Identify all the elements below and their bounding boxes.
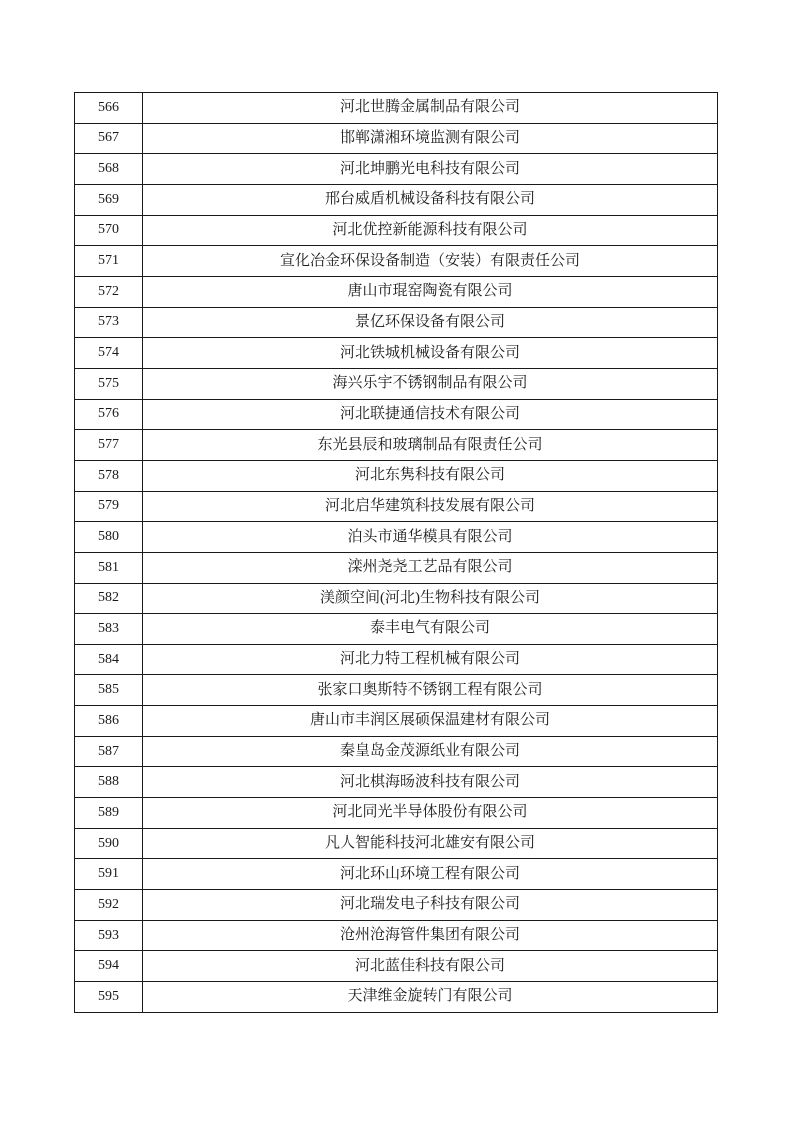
company-name: 唐山市丰润区展硕保温建材有限公司: [143, 706, 718, 737]
company-name: 宣化冶金环保设备制造（安装）有限责任公司: [143, 246, 718, 277]
row-number: 585: [75, 675, 143, 706]
row-number: 591: [75, 859, 143, 890]
table-row: [75, 675, 718, 706]
table-row: [75, 430, 718, 461]
company-name: 河北世腾金属制品有限公司: [143, 93, 718, 124]
table-row: [75, 215, 718, 246]
company-name: 秦皇岛金茂源纸业有限公司: [143, 736, 718, 767]
company-name: 河北力特工程机械有限公司: [143, 644, 718, 675]
row-number: 593: [75, 920, 143, 951]
company-name: 张家口奥斯特不锈钢工程有限公司: [143, 675, 718, 706]
table-row: [75, 460, 718, 491]
table-row: [75, 920, 718, 951]
table-row: [75, 859, 718, 890]
table-row: [75, 767, 718, 798]
table-row: [75, 184, 718, 215]
table-row: [75, 154, 718, 185]
row-number: 576: [75, 399, 143, 430]
row-number: 583: [75, 614, 143, 645]
row-number: 574: [75, 338, 143, 369]
row-number: 568: [75, 154, 143, 185]
row-number: 567: [75, 123, 143, 154]
table-row: [75, 338, 718, 369]
company-name: 河北棋海旸波科技有限公司: [143, 767, 718, 798]
company-name: 河北启华建筑科技发展有限公司: [143, 491, 718, 522]
table-row: [75, 798, 718, 829]
row-number: 575: [75, 368, 143, 399]
row-number: 582: [75, 583, 143, 614]
table-row: [75, 736, 718, 767]
company-name: 滦州尧尧工艺品有限公司: [143, 552, 718, 583]
company-name: 泊头市通华模具有限公司: [143, 522, 718, 553]
table-row: [75, 368, 718, 399]
table-row: [75, 614, 718, 645]
table-row: [75, 93, 718, 124]
row-number: 595: [75, 982, 143, 1013]
table-row: [75, 123, 718, 154]
company-name: 河北优控新能源科技有限公司: [143, 215, 718, 246]
company-name: 沧州沧海管件集团有限公司: [143, 920, 718, 951]
row-number: 584: [75, 644, 143, 675]
company-name: 河北蓝佳科技有限公司: [143, 951, 718, 982]
row-number: 579: [75, 491, 143, 522]
table-body: [75, 93, 718, 1013]
row-number: 587: [75, 736, 143, 767]
row-number: 570: [75, 215, 143, 246]
company-name: 河北环山环境工程有限公司: [143, 859, 718, 890]
table-row: [75, 828, 718, 859]
company-name: 海兴乐宇不锈钢制品有限公司: [143, 368, 718, 399]
company-name: 河北联捷通信技术有限公司: [143, 399, 718, 430]
row-number: 590: [75, 828, 143, 859]
company-name: 天津维金旋转门有限公司: [143, 982, 718, 1013]
row-number: 586: [75, 706, 143, 737]
row-number: 594: [75, 951, 143, 982]
company-name: 景亿环保设备有限公司: [143, 307, 718, 338]
table-row: [75, 399, 718, 430]
table-row: [75, 522, 718, 553]
company-name: 唐山市琨窑陶瓷有限公司: [143, 276, 718, 307]
company-name: 河北同光半导体股份有限公司: [143, 798, 718, 829]
table-row: [75, 890, 718, 921]
company-name: 邢台威盾机械设备科技有限公司: [143, 184, 718, 215]
table-row: [75, 552, 718, 583]
table-row: [75, 982, 718, 1013]
row-number: 577: [75, 430, 143, 461]
row-number: 580: [75, 522, 143, 553]
table-row: [75, 491, 718, 522]
row-number: 581: [75, 552, 143, 583]
company-name: 渼颜空间(河北)生物科技有限公司: [143, 583, 718, 614]
company-name: 河北瑞发电子科技有限公司: [143, 890, 718, 921]
row-number: 573: [75, 307, 143, 338]
table-row: [75, 276, 718, 307]
company-list-table: [74, 92, 718, 1013]
row-number: 566: [75, 93, 143, 124]
company-name: 河北坤鹏光电科技有限公司: [143, 154, 718, 185]
row-number: 571: [75, 246, 143, 277]
table-row: [75, 583, 718, 614]
table-row: [75, 951, 718, 982]
row-number: 569: [75, 184, 143, 215]
company-name: 凡人智能科技河北雄安有限公司: [143, 828, 718, 859]
company-name: 泰丰电气有限公司: [143, 614, 718, 645]
table-row: [75, 246, 718, 277]
table-row: [75, 644, 718, 675]
row-number: 578: [75, 460, 143, 491]
row-number: 592: [75, 890, 143, 921]
company-name: 东光县辰和玻璃制品有限责任公司: [143, 430, 718, 461]
table-row: [75, 706, 718, 737]
company-name: 河北铁城机械设备有限公司: [143, 338, 718, 369]
row-number: 572: [75, 276, 143, 307]
company-name: 河北东隽科技有限公司: [143, 460, 718, 491]
table-row: [75, 307, 718, 338]
company-name: 邯郸潇湘环境监测有限公司: [143, 123, 718, 154]
row-number: 589: [75, 798, 143, 829]
row-number: 588: [75, 767, 143, 798]
